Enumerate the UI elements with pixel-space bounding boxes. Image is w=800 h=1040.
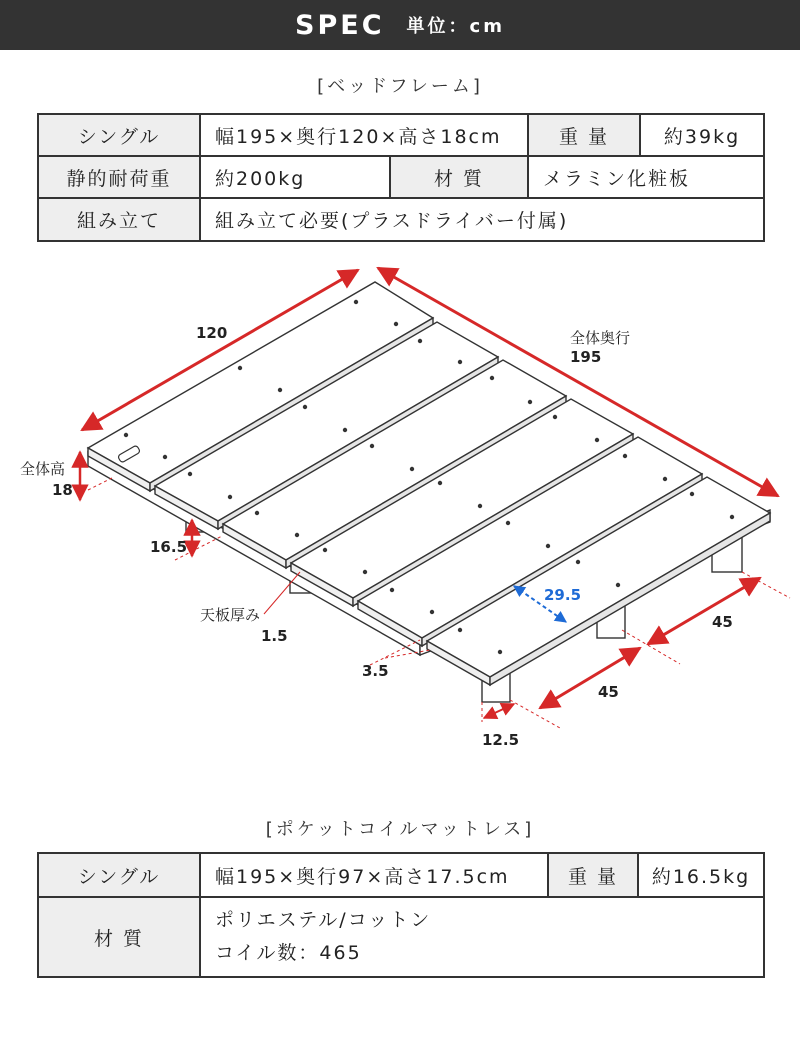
frame-row-load [38, 156, 764, 198]
mattress-row-material [38, 897, 764, 977]
frame-load: 約200kg [200, 156, 390, 198]
frame-material: メラミン化粧板 [528, 156, 764, 198]
leg-spacing-arrow-1 [540, 648, 640, 708]
inset-value: 3.5 [362, 662, 389, 680]
top-thickness-value: 1.5 [261, 627, 288, 645]
mattress-section-title: [ポケットコイルマットレス] [265, 819, 535, 840]
bed-slats [88, 282, 770, 685]
mattress-material-label: 材 質 [38, 897, 200, 977]
depth-label: 全体奥行 [570, 329, 631, 347]
frame-weight: 約39kg [640, 114, 764, 156]
spec-header [0, 0, 800, 50]
mattress-coil-count: コイル数：465 [215, 942, 362, 964]
leg-offset-value: 12.5 [482, 731, 520, 749]
bed-frame-diagram [0, 258, 800, 758]
leg-offset-arrow [484, 704, 514, 718]
frame-row-assembly [38, 198, 764, 241]
unit-label: 単位：cm [406, 16, 505, 37]
leg-spacing-value-1: 45 [598, 683, 619, 701]
leg-spacing-arrow-2 [648, 578, 760, 644]
frame-section-title: [ベッドフレーム] [317, 76, 483, 97]
mattress-single-label: シングル [38, 853, 200, 897]
mattress-material-line1: ポリエステル/コットン [215, 909, 432, 931]
frame-material-label: 材 質 [390, 156, 528, 198]
mattress-material [200, 897, 764, 977]
width-value: 120 [196, 324, 228, 342]
frame-assembly: 組み立て必要(プラスドライバー付属) [200, 198, 764, 241]
frame-weight-label: 重 量 [528, 114, 640, 156]
frame-single-label: シングル [38, 114, 200, 156]
mattress-weight-label: 重 量 [548, 853, 638, 897]
depth-value: 195 [570, 348, 602, 366]
frame-row-single [38, 114, 764, 156]
mattress-size: 幅195×奥行97×高さ17.5cm [200, 853, 548, 897]
spec-title: SPEC [295, 9, 385, 41]
frame-size: 幅195×奥行120×高さ18cm [200, 114, 528, 156]
height-value: 18 [52, 481, 73, 499]
frame-spec-table [37, 113, 765, 242]
gap-value: 29.5 [544, 586, 582, 604]
frame-assembly-label: 組み立て [38, 198, 200, 241]
frame-load-label: 静的耐荷重 [38, 156, 200, 198]
top-thickness-label: 天板厚み [200, 606, 261, 624]
mattress-spec-table [37, 852, 765, 978]
height-label: 全体高 [20, 460, 66, 478]
mattress-weight: 約16.5kg [638, 853, 764, 897]
leg-spacing-value-2: 45 [712, 613, 733, 631]
mattress-row-single [38, 853, 764, 897]
leg-height-value: 16.5 [150, 538, 188, 556]
